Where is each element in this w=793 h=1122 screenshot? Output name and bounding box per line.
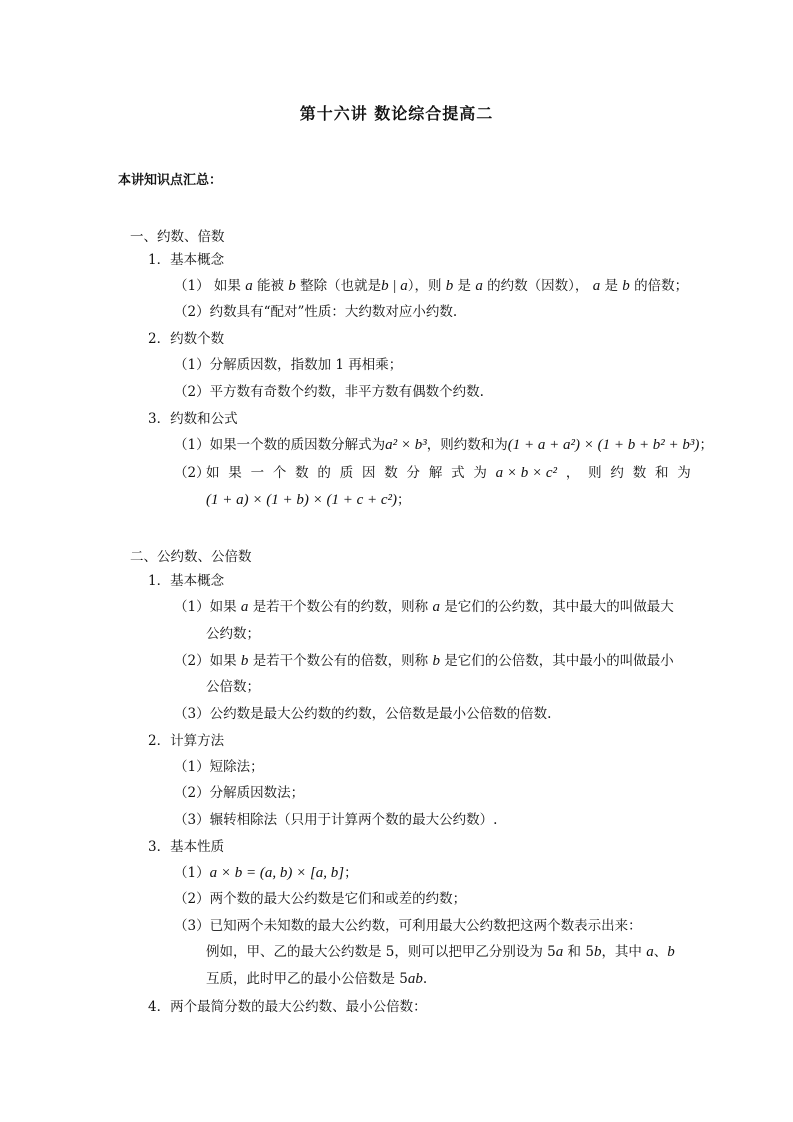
text-char: 的 — [317, 465, 331, 481]
text-char: 则 — [588, 465, 602, 481]
item-number: （1） — [174, 865, 210, 881]
s2-sub1-item1-cont: 公约数； — [206, 626, 260, 642]
text-span: 是若干个数公有的倍数，则称 — [252, 653, 429, 669]
section-2-heading: 二、公约数、公倍数 — [130, 549, 252, 565]
text-span: 是它们的公约数，其中最大的叫做最大 — [444, 599, 674, 615]
text-span: 整除（也就是 — [300, 278, 382, 294]
math-var: ab — [407, 971, 423, 987]
math-expression: b | a — [381, 278, 408, 294]
s1-sub1-heading: 1．基本概念 — [148, 252, 225, 268]
s1-sub3-item2-cont — [206, 491, 411, 509]
text-span: 能被 — [256, 278, 284, 294]
s1-sub1-item1 — [174, 277, 688, 295]
text-span: 平方数有奇数个约数，非平方数有偶数个约数. — [209, 384, 484, 400]
text-span: 是 — [457, 278, 472, 294]
text-char: 解 — [428, 465, 443, 481]
item-number: （1） — [174, 357, 210, 373]
math-var: b — [432, 653, 440, 669]
math-expression: a × b = (a, b) × [a, b] — [209, 865, 345, 881]
text-char: 分 — [406, 465, 421, 481]
s2-sub1-item2-cont: 公倍数； — [206, 679, 260, 695]
s1-sub2-heading: 2．约数个数 — [148, 331, 225, 347]
text-span: 辗转相除法（只用于计算两个数的最大公约数）. — [209, 812, 498, 828]
item-number: （3） — [174, 918, 210, 934]
text-span: 、 — [653, 944, 668, 960]
text-span: 是 — [604, 278, 618, 294]
text-span: 如果 — [213, 278, 241, 294]
item-number: （2） — [174, 304, 210, 320]
math-expression: a² × b³ — [385, 437, 427, 453]
item-number: （3） — [174, 812, 210, 828]
text-char: 一 — [250, 465, 265, 481]
text-span: ，其中 — [601, 944, 647, 960]
text-span: 公约数是最大公约数的约数，公倍数是最小公倍数的倍数. — [209, 706, 552, 722]
summary-heading: 本讲知识点汇总： — [118, 173, 223, 188]
item-number: （2） — [174, 384, 210, 400]
text-char: 约 — [610, 465, 624, 481]
s2-sub3-item1 — [174, 864, 358, 882]
justified-text — [206, 464, 691, 482]
item-number: （2） — [174, 891, 210, 907]
item-number: （2） — [174, 653, 210, 669]
text-span: 例如，甲、乙的最大公约数是 5，则可以把甲乙分别设为 5 — [206, 944, 556, 960]
s1-sub1-item2 — [174, 303, 457, 321]
math-var: b — [445, 278, 454, 294]
math-var: b — [288, 278, 296, 294]
s2-sub2-item3 — [174, 811, 497, 829]
s1-sub3-heading: 3．约数和公式 — [148, 411, 238, 427]
text-span: . — [422, 971, 428, 987]
text-span: 已知两个未知数的最大公约数，可利用最大公约数把这两个数表示出来： — [209, 918, 642, 934]
text-span: ； — [344, 865, 358, 881]
text-span: ，则约数和为 — [426, 437, 508, 453]
math-var: a — [240, 599, 249, 615]
text-span: 是若干个数公有的约数，则称 — [252, 599, 429, 615]
text-char: 个 — [272, 465, 287, 481]
s2-sub1-item1 — [174, 598, 674, 616]
text-span: ； — [699, 437, 713, 453]
math-var: a — [245, 278, 253, 294]
item-number: （2） — [174, 785, 210, 801]
text-span: 约数具有“配对”性质：大约数对应小约数. — [209, 304, 458, 320]
text-span: 如果一个数的质因数分解式为 — [209, 437, 386, 453]
s1-sub2-item1 — [174, 356, 402, 374]
section-1-heading: 一、约数、倍数 — [130, 229, 225, 245]
s2-sub4-heading: 4．两个最简分数的最大公约数、最小公倍数： — [148, 999, 427, 1015]
item-number: （1） — [174, 759, 210, 775]
math-var: a — [432, 599, 440, 615]
text-span: 是它们的公倍数，其中最小的叫做最小 — [444, 653, 674, 669]
text-span: 分解质因数，指数加 1 再相乘； — [209, 357, 403, 373]
text-char: 和 — [654, 465, 669, 481]
text-char: 数 — [384, 465, 398, 481]
math-expression: (1 + a + a²) × (1 + b + b² + b³) — [507, 437, 700, 453]
text-char: ， — [565, 465, 580, 481]
item-number: （2） — [174, 465, 210, 481]
item-number: （1） — [174, 437, 210, 453]
text-char: 为 — [677, 465, 691, 481]
text-span: 互质，此时甲乙的最小公倍数是 5 — [206, 971, 408, 987]
page-title: 第十六讲 数论综合提高二 — [299, 104, 494, 123]
math-expression: (1 + a) × (1 + b) × (1 + c + c²) — [206, 492, 398, 508]
text-char: 式 — [451, 465, 465, 481]
text-span: ； — [397, 492, 411, 508]
text-char: 如 — [206, 465, 220, 481]
item-number: （3） — [174, 706, 210, 722]
math-var: a — [646, 944, 654, 960]
text-span: 如果 — [209, 653, 237, 669]
text-char: 数 — [632, 465, 647, 481]
s2-sub3-heading: 3．基本性质 — [148, 839, 225, 855]
item-number: （1） — [174, 599, 210, 615]
text-char: 数 — [295, 465, 309, 481]
s2-sub1-item2 — [174, 652, 674, 670]
s2-sub3-example — [206, 943, 675, 961]
text-span: 如果 — [209, 599, 237, 615]
math-var: a — [592, 278, 601, 294]
s2-sub1-heading: 1．基本概念 — [148, 573, 225, 589]
s2-sub2-heading: 2．计算方法 — [148, 733, 225, 749]
s2-sub2-item1 — [174, 758, 264, 776]
math-var: b — [240, 653, 249, 669]
text-span: ），则 — [407, 278, 442, 294]
text-char: 果 — [228, 465, 242, 481]
text-span: 和 5 — [563, 944, 594, 960]
text-span: 的倍数； — [634, 278, 689, 294]
text-span: 短除法； — [209, 759, 264, 775]
math-var: a — [555, 944, 564, 960]
text-char: 质 — [339, 465, 354, 481]
item-number: （1） — [174, 278, 210, 294]
text-span: 的约数（因数）， — [487, 278, 589, 294]
text-char: 为 — [473, 465, 487, 481]
s1-sub2-item2 — [174, 383, 484, 401]
s2-sub3-item2 — [174, 890, 466, 908]
text-span: 两个数的最大公约数是它们和或差的约数； — [209, 891, 467, 907]
s2-sub2-item2 — [174, 784, 304, 802]
math-var: b — [593, 944, 602, 960]
math-var: a — [475, 278, 483, 294]
s2-sub3-item3 — [174, 917, 642, 935]
math-var: b — [667, 944, 675, 960]
text-span: 分解质因数法； — [209, 785, 305, 801]
s2-sub3-example-cont — [206, 970, 427, 988]
text-char: 因 — [361, 465, 376, 481]
math-var: b — [622, 278, 630, 294]
math-expression: a × b × c² — [495, 465, 558, 481]
s2-sub1-item3 — [174, 705, 551, 723]
s1-sub3-item1 — [174, 436, 713, 454]
